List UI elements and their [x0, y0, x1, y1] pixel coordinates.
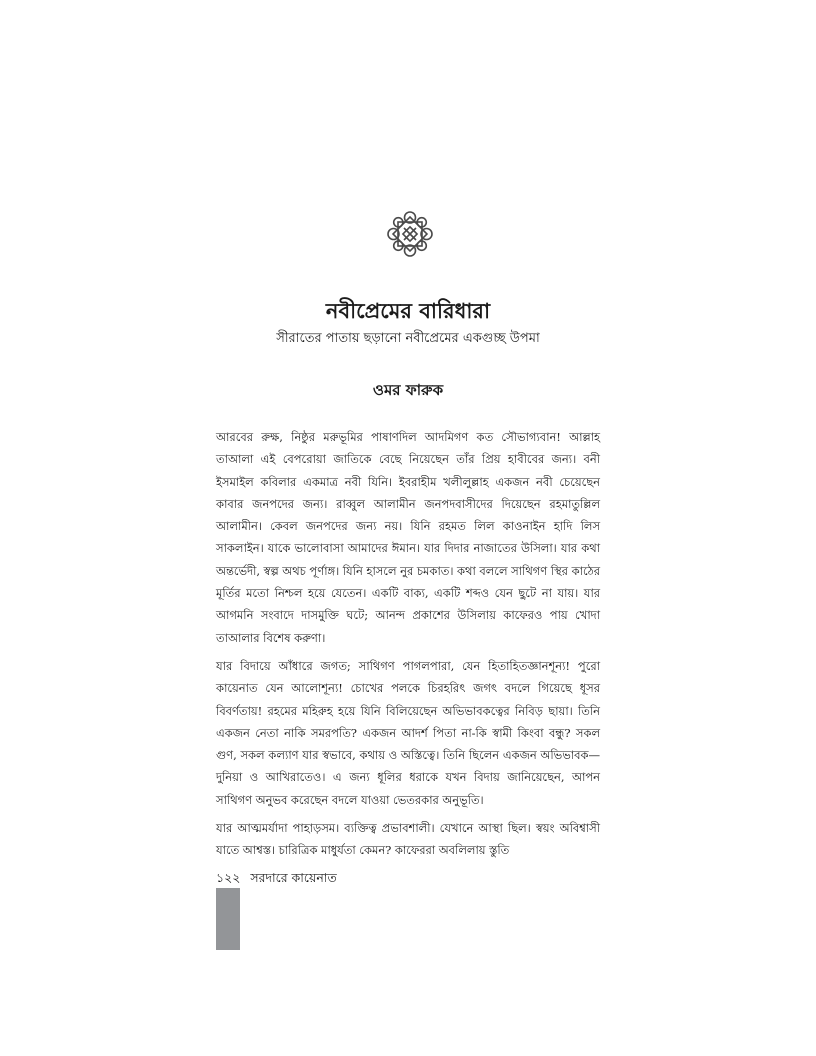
- paragraph: আরবের রুক্ষ, নিষ্ঠুর মরুভূমির পাষাণদিল আদমিগণ কত সৌভাগ্যবান! আল্লাহ তাআলা এই বেপরোয়া জাতিকে বেছে নিয়েছেন তাঁর প্রিয় হাবীবের জন্য। বনী ইসমাইল কবিলার একমাত্র নবী যিনি। ইবরাহীম খলীলুল্লাহ একজন নবী চেয়েছেন কাবার জনপদের জন্য। রাব্বুল আলামীন জনপদবাসীদের দিয়েছেন রহমাতুল্লিল আলামীন। কেবল জনপদের জন্য নয়। যিনি রহমত লিল কাওনাইন হাদি লিস সাকলাইন। যাকে ভালোবাসা আমাদের ঈমান। যার দিদার নাজাতের উসিলা। যার কথা অন্তর্ভেদী, স্বল্প অথচ পূর্ণাঙ্গ। যিনি হাসলে নুর চমকাত। কথা বললে সাথিগণ স্থির কাঠের মূর্তির মতো নিশ্চল হয়ে যেতেন। একটি বাক্য, একটি শব্দও যেন ছুটে না যায়। যার আগমনি সংবাদে দাসমুক্তি ঘটে; আনন্দ প্রকাশের উসিলায় কাফেরও পায় খোদা তাআলার বিশেষ করুণা।: [216, 430, 600, 645]
- book-title: সরদারে কায়েনাত: [250, 870, 337, 885]
- paragraph: যার বিদায়ে আঁধারে জগত; সাথিগণ পাগলপারা, যেন হিতাহিতজ্ঞানশূন্য! পুরো কায়েনাত যেন আলোশূন্য! চোখের পলকে চিরহরিৎ জগৎ বদলে গিয়েছে ধূসর বিবর্ণতায়! রহমের মহিরুহ হয়ে যিনি বিলিয়েছেন অভিভাবকত্বের নিবিড় ছায়া। তিনি একজন নেতা নাকি সমরপতি? একজন আদর্শ পিতা না-কি স্বামী কিংবা বন্ধু? সকল গুণ, সকল কল্যাণ যার স্বভাবে, কথায় ও অস্তিত্বে। তিনি ছিলেন একজন অভিভাবক—দুনিয়া ও আখিরাতেও। এ জন্য ধূলির ধরাকে যখন বিদায় জানিয়েছেন, আপন সাথিগণ অনুভব করেছেন বদলে যাওয়া ভেতরকার অনুভূতি।: [216, 658, 600, 807]
- chapter-subtitle: সীরাতের পাতায় ছড়ানো নবীপ্রেমের একগুচ্ছ উপমা: [276, 331, 540, 346]
- star-knot-ornament-icon: [386, 210, 434, 258]
- page-marker-bar: [216, 888, 240, 950]
- author-name: ওমর ফারুক: [372, 381, 444, 399]
- paragraph: যার আত্মমর্যাদা পাহাড়সম। ব্যক্তিত্ব প্রভাবশালী। যেখানে আস্থা ছিল। স্বয়ং অবিশ্বাসী যাতে আশ্বস্ত। চারিত্রিক মাধুর্যতা কেমন? কাফেররা অবলিলায় স্তুতি: [216, 821, 600, 858]
- page-number: ১২২: [216, 870, 241, 885]
- chapter-title: নবীপ্রেমের বারিধারা: [325, 298, 491, 323]
- body-text: [216, 426, 600, 868]
- running-footer: [216, 868, 600, 888]
